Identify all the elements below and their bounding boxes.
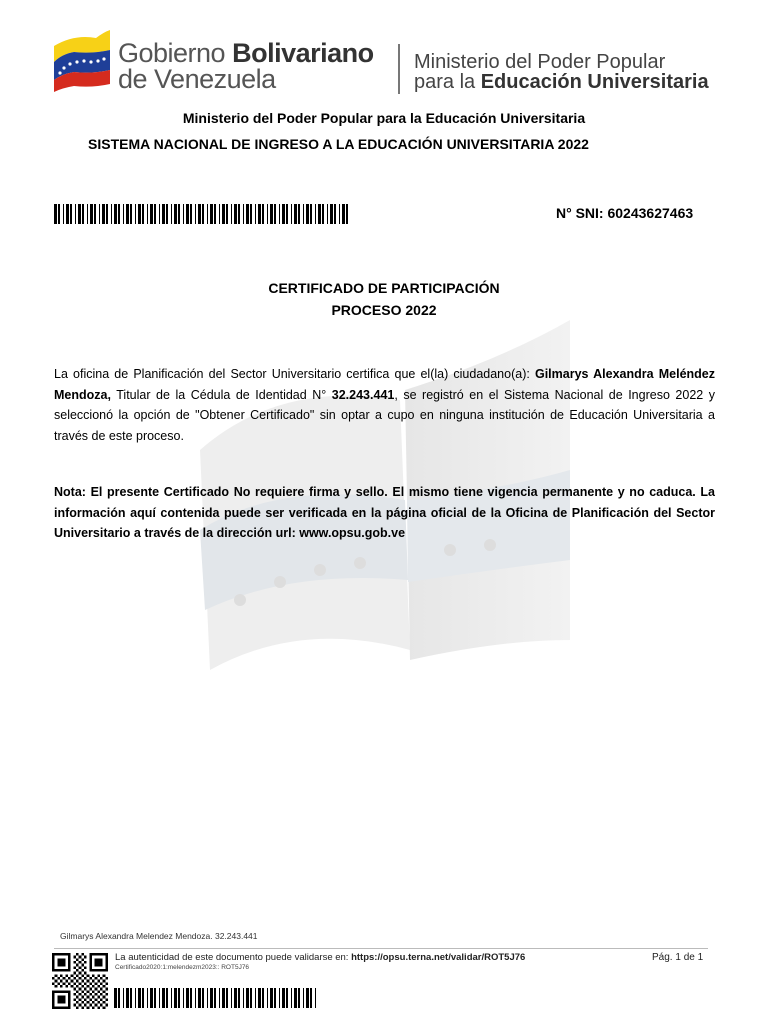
gov-line2: de Venezuela <box>118 64 276 94</box>
citizen-name: Gilmarys Alexandra Meléndez Mendoza, <box>54 367 715 402</box>
sni-number: N° SNI: 60243627463 <box>556 205 694 221</box>
qr-code-icon <box>52 953 108 1009</box>
body-part2: Titular de la Cédula de Identidad N° <box>110 387 332 402</box>
footer-name-id: Gilmarys Alexandra Melendez Mendoza. 32.243.441 <box>60 931 258 941</box>
certificate-note: Nota: El presente Certificado No requiere firma y sello. El mismo tiene vigencia permanente y no caduca. La información aquí contenida puede ser verificada en la página oficial de la Oficina de Planificación del Sector Universitario a través de la dirección url: www.opsu.gob.ve <box>54 485 715 540</box>
gov-line1-bold: Bolivariano <box>232 38 374 68</box>
body-part3: , se registró en el Sistema Nacional de Ingreso 2022 y seleccionó la opción de "Obtener Certificado" sin optar a cupo en ninguna institución de Educación Universitaria a través de este proceso. <box>54 387 715 443</box>
ministry-wordmark <box>414 52 709 92</box>
ministry-title: Ministerio del Poder Popular para la Educación Universitaria <box>182 110 586 126</box>
barcode-bottom-icon <box>114 988 318 1008</box>
certificate-title: CERTIFICADO DE PARTICIPACIÓN <box>268 280 500 296</box>
validation-line <box>115 952 525 963</box>
gov-line1-prefix: Gobierno <box>118 38 233 68</box>
certificate-subtitle: PROCESO 2022 <box>331 302 437 318</box>
validation-code: Certificado2020:1:melendezm2023:: ROT5J76 <box>115 964 250 971</box>
government-wordmark <box>118 40 374 92</box>
page-number: Pág. 1 de 1 <box>652 952 704 963</box>
venezuela-flag-logo-icon <box>52 28 112 94</box>
citizen-id: 32.243.441 <box>331 387 395 402</box>
certificate-heading <box>0 277 768 321</box>
barcode-top-icon <box>54 204 350 224</box>
certificate-body <box>54 364 715 446</box>
ministry-line2-prefix: para la <box>414 71 481 93</box>
ministry-line1: Ministerio del Poder Popular <box>414 51 666 73</box>
system-title: SISTEMA NACIONAL DE INGRESO A LA EDUCACIÓN UNIVERSITARIA 2022 <box>88 136 589 152</box>
header-divider <box>398 44 400 94</box>
footer-divider <box>54 948 708 949</box>
ministry-line2-bold: Educación Universitaria <box>480 71 709 93</box>
validation-prefix: La autenticidad de este documento puede validarse en: <box>115 952 352 963</box>
validation-url-link[interactable]: https://opsu.terna.net/validar/ROT5J76 <box>351 952 526 963</box>
body-part1: La oficina de Planificación del Sector Universitario certifica que el(la) ciudadano(a): <box>54 367 535 381</box>
